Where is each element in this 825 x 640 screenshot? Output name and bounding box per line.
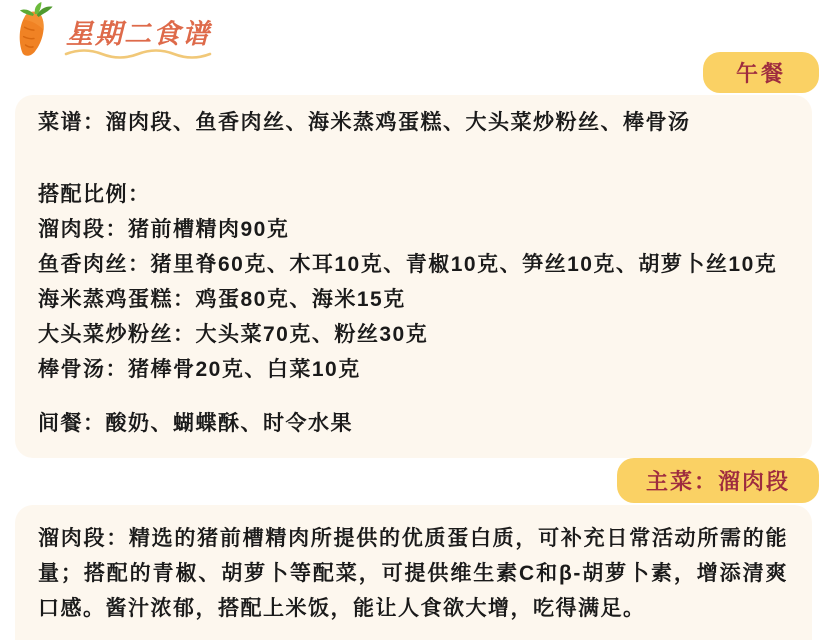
menu-line-liuroduan: 溜肉段：猪前槽精肉90克 [38, 218, 290, 241]
title-underline-wave-icon [64, 46, 214, 60]
description-card [15, 505, 812, 640]
carrot-icon [12, 2, 54, 60]
menu-line-snack: 间餐：酸奶、蝴蝶酥、时令水果 [38, 412, 353, 435]
menu-line-banggutang: 棒骨汤：猪棒骨20克、白菜10克 [38, 358, 361, 381]
menu-line-ratio-title: 搭配比例： [38, 183, 151, 206]
page-title: 星期二食谱 [66, 19, 211, 49]
menu-line-yuxiangrousi: 鱼香肉丝：猪里脊60克、木耳10克、青椒10克、笋丝10克、胡萝卜丝10克 [38, 253, 778, 276]
dish-description: 溜肉段：精选的猪前槽精肉所提供的优质蛋白质，可补充日常活动所需的能量；搭配的青椒、胡萝卜等配菜，可提供维生素C和β-胡萝卜素，增添清爽口感。酱汁浓郁，搭配上米饭，能让人食欲大增，吃得满足。 [38, 527, 788, 620]
menu-line-egg-cake: 海米蒸鸡蛋糕：鸡蛋80克、海米15克 [38, 288, 406, 311]
menu-card [15, 95, 812, 458]
lunch-badge: 午餐 [703, 52, 819, 93]
menu-line-datoucai: 大头菜炒粉丝：大头菜70克、粉丝30克 [38, 323, 429, 346]
main-dish-badge: 主菜：溜肉段 [617, 458, 819, 503]
menu-line-dishes: 菜谱：溜肉段、鱼香肉丝、海米蒸鸡蛋糕、大头菜炒粉丝、棒骨汤 [38, 111, 691, 134]
